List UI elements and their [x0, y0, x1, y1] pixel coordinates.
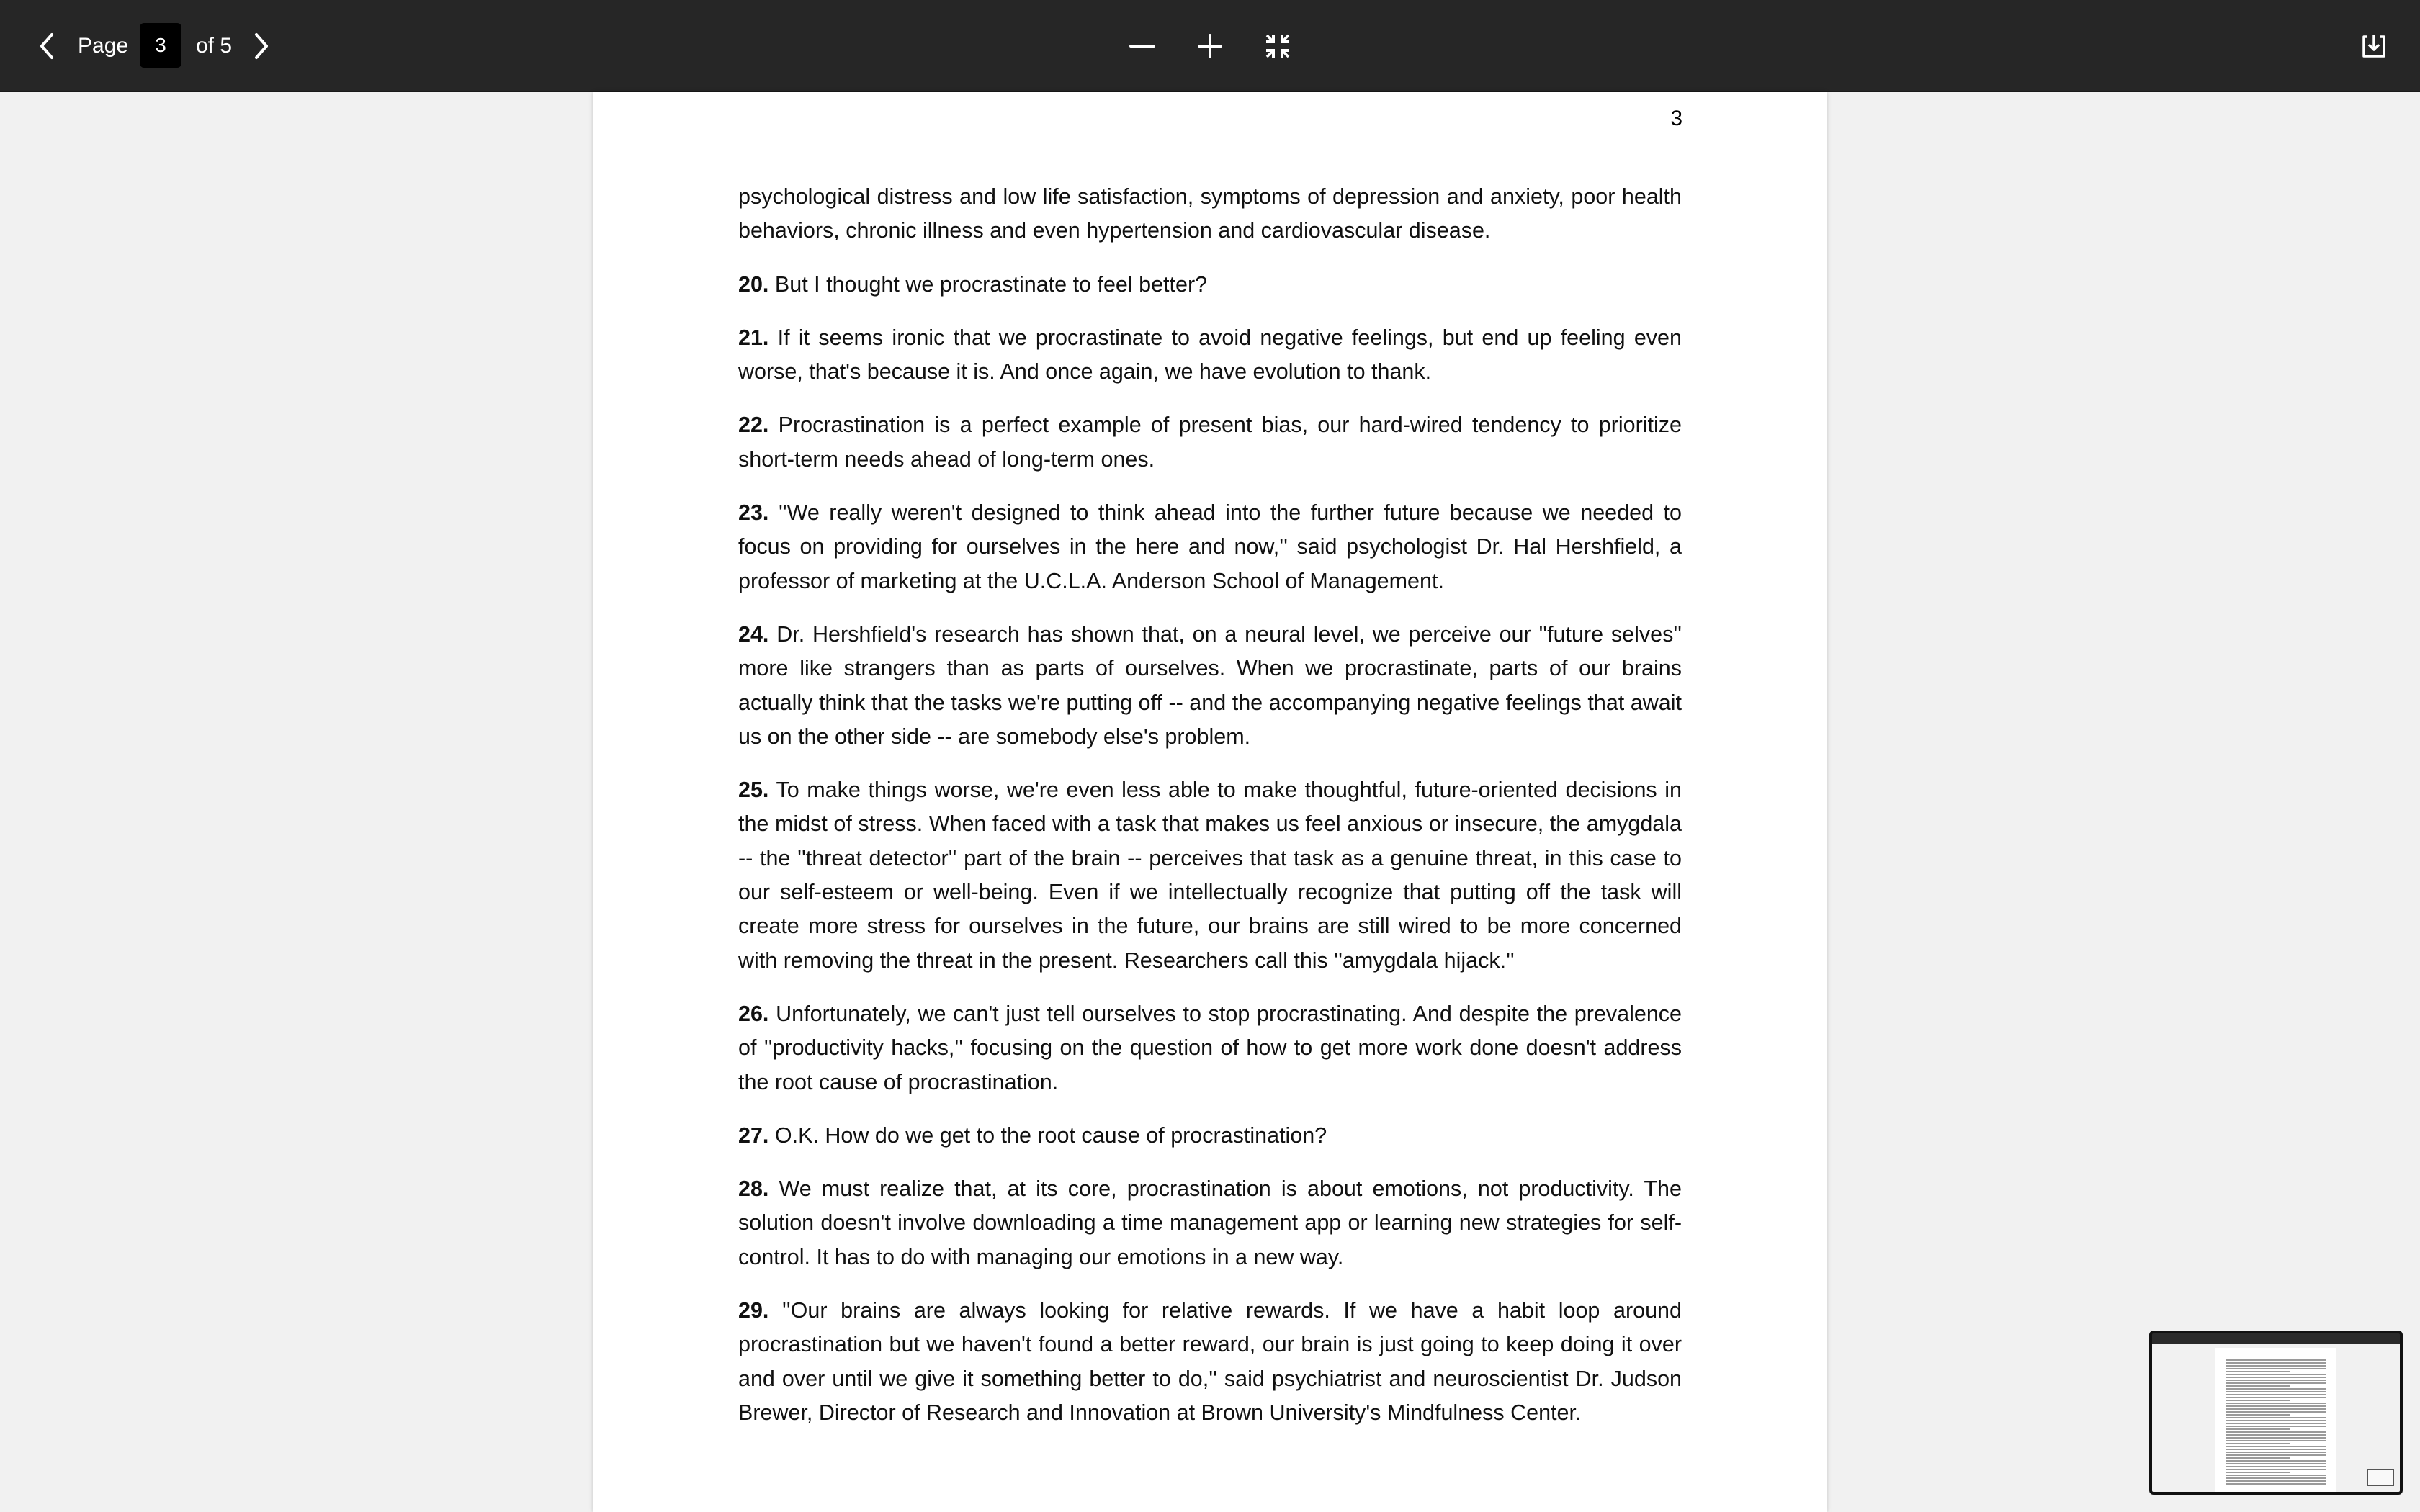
download-icon: [2362, 34, 2386, 58]
page-number: 3: [1670, 107, 1682, 130]
thumbnail-text-line: [2226, 1371, 2290, 1372]
thumbnail-text-line: [2226, 1408, 2326, 1410]
thumbnail-text-line: [2226, 1414, 2290, 1416]
paragraph-number: 21.: [738, 325, 769, 350]
paragraph: [738, 496, 1682, 598]
minus-icon: [1129, 33, 1155, 59]
thumbnail-text-line: [2226, 1475, 2326, 1476]
thumbnail-text-line: [2226, 1400, 2290, 1401]
paragraph-text: If it seems ironic that we procrastinate to avoid negative feelings, but end up feeling even worse, that's because it is. And once again, we have evolution to thank.: [738, 325, 1682, 384]
thumbnail-text-line: [2226, 1388, 2326, 1390]
paragraph: [738, 618, 1682, 754]
fit-to-page-icon: [1265, 33, 1291, 59]
paragraph: [738, 1294, 1682, 1430]
thumbnail-text-line: [2226, 1428, 2290, 1430]
page-number-input[interactable]: [140, 23, 182, 68]
zoom-in-button[interactable]: [1188, 24, 1232, 68]
paragraph-text: Procrastination is a perfect example of present bias, our hard-wired tendency to prioritize short-term needs ahead of long-term ones.: [738, 413, 1682, 472]
paragraph-text: ''We really weren't designed to think ahead into the further future because we needed to focus on providing for ourselves in the here and now,'' said psychologist Dr. Hal Hershfield, a professor of marketing at the U.C.L.A. Anderson School of Management.: [738, 500, 1682, 593]
thumbnail-text-line: [2226, 1365, 2326, 1367]
thumbnail-text-line: [2226, 1426, 2326, 1427]
paragraph: [738, 321, 1682, 390]
thumbnail-text-line: [2226, 1437, 2326, 1439]
thumbnail-text-line: [2226, 1454, 2326, 1456]
viewer-toolbar: [0, 0, 2420, 92]
chevron-right-icon: [254, 32, 269, 60]
thumbnail-text-line: [2226, 1411, 2326, 1413]
paragraph: [738, 268, 1682, 302]
thumbnail-text-line: [2226, 1405, 2326, 1407]
thumbnail-text-line: [2226, 1480, 2326, 1482]
paragraph: [738, 997, 1682, 1099]
thumbnail-text-line: [2226, 1446, 2326, 1447]
thumbnail-text-line: [2226, 1440, 2326, 1441]
paragraph-number: 29.: [738, 1298, 769, 1323]
page-content: [738, 180, 1682, 1449]
thumbnail-text-line: [2226, 1359, 2326, 1361]
thumbnail-text-line: [2226, 1431, 2326, 1433]
thumbnail-text-line: [2226, 1463, 2326, 1464]
paragraph-number: 27.: [738, 1122, 769, 1148]
thumbnail-text-line: [2226, 1420, 2326, 1421]
paragraph-text: Unfortunately, we can't just tell ourselves to stop procrastinating. And despite the prevalence of ''productivity hacks,'' focusing on the question of how to get more work done doesn't address the root cause of procrastination.: [738, 1001, 1682, 1094]
thumbnail-text-line: [2226, 1374, 2326, 1375]
thumbnail-text-line: [2226, 1385, 2290, 1387]
next-page-button[interactable]: [243, 24, 279, 68]
paragraph: [738, 180, 1682, 248]
download-button[interactable]: [2352, 24, 2396, 68]
page-count: of 5: [196, 34, 233, 58]
paragraph-number: 22.: [738, 413, 769, 438]
thumbnail-text-line: [2226, 1443, 2290, 1444]
thumbnail-text-line: [2226, 1469, 2326, 1470]
thumbnail-toolbar: [2152, 1333, 2400, 1344]
thumbnail-text-line: [2226, 1460, 2326, 1462]
paragraph-text: We must realize that, at its core, procrastination is about emotions, not productivity. The solution doesn't involve downloading a time management app or learning new strategies for self-control. It has to do with managing our emotions in a new way.: [738, 1176, 1682, 1269]
paragraph-text: To make things worse, we're even less able to make thoughtful, future-oriented decisions in the midst of stress. When faced with a task that makes us feel anxious or insecure, the amygdala -- the ''threat detector'' part of the brain -- perceives that task as a genuine threat, in this case to our self-esteem or well-being. Even if we intellectually recognize that putting off the task will create more stress for ourselves in the future, our brains are still wired to be more concerned with removing the threat in the present. Researchers call this ''amygdala hijack.'': [738, 778, 1682, 973]
previous-page-button[interactable]: [29, 24, 65, 68]
paragraph: [738, 1172, 1682, 1274]
thumbnail-text-line: [2226, 1382, 2326, 1384]
thumbnail-viewport-indicator[interactable]: [2367, 1469, 2394, 1486]
thumbnail-text-line: [2226, 1466, 2326, 1467]
paragraph: [738, 773, 1682, 978]
thumbnail-text-line: [2226, 1417, 2326, 1418]
thumbnail-text-line: [2226, 1397, 2326, 1398]
thumbnail-text-line: [2226, 1368, 2326, 1369]
page-thumbnail-navigator[interactable]: [2149, 1331, 2403, 1495]
paragraph-text: But I thought we procrastinate to feel better?: [774, 271, 1208, 297]
thumbnail-text-line: [2226, 1394, 2326, 1395]
paragraph-number: 25.: [738, 778, 769, 803]
thumbnail-text-line: [2226, 1391, 2326, 1392]
thumbnail-text-line: [2226, 1362, 2326, 1364]
thumbnail-text-line: [2226, 1452, 2326, 1453]
paragraph-number: 24.: [738, 621, 769, 647]
zoom-out-button[interactable]: [1121, 24, 1164, 68]
document-page: [593, 92, 1827, 1512]
paragraph-number: 28.: [738, 1176, 769, 1202]
paragraph-text: Dr. Hershfield's research has shown that, on a neural level, we perceive our ''future selves'' more like strangers than as parts of ourselves. When we procrastinate, parts of our brains actually think that the tasks we're putting off -- and the accompanying negative feelings that await us on the other side -- are somebody else's problem.: [738, 621, 1682, 749]
thumbnail-text-line: [2226, 1423, 2326, 1424]
thumbnail-text-line: [2226, 1472, 2290, 1473]
thumbnail-text-line: [2226, 1377, 2326, 1378]
thumbnail-text-line: [2226, 1483, 2326, 1485]
paragraph-text: O.K. How do we get to the root cause of procrastination?: [774, 1122, 1327, 1148]
paragraph-text: psychological distress and low life satisfaction, symptoms of depression and anxiety, poor health behaviors, chronic illness and even hypertension and cardiovascular disease.: [738, 184, 1682, 243]
fit-to-page-button[interactable]: [1256, 24, 1299, 68]
chevron-left-icon: [39, 32, 55, 60]
thumbnail-text-line: [2226, 1457, 2290, 1459]
thumbnail-text-line: [2226, 1477, 2326, 1479]
plus-icon: [1197, 33, 1223, 59]
paragraph: [738, 1119, 1682, 1153]
paragraph-text: ''Our brains are always looking for relative rewards. If we have a habit loop around procrastination but we haven't found a better reward, our brain is just going to keep doing it over and over until we give it something better to do,'' said psychiatrist and neuroscientist Dr. Judson Brewer, Director of Research and Innovation at Brown University's Mindfulness Center.: [738, 1298, 1682, 1425]
thumbnail-text-line: [2226, 1434, 2326, 1436]
thumbnail-text-line: [2226, 1449, 2326, 1450]
paragraph-number: 20.: [738, 271, 769, 297]
thumbnail-page: [2215, 1348, 2336, 1492]
page-label: Page: [78, 34, 129, 58]
paragraph-number: 26.: [738, 1001, 769, 1026]
thumbnail-text-line: [2226, 1380, 2326, 1381]
paragraph-number: 23.: [738, 500, 769, 526]
paragraph: [738, 408, 1682, 477]
thumbnail-text-line: [2226, 1403, 2326, 1404]
